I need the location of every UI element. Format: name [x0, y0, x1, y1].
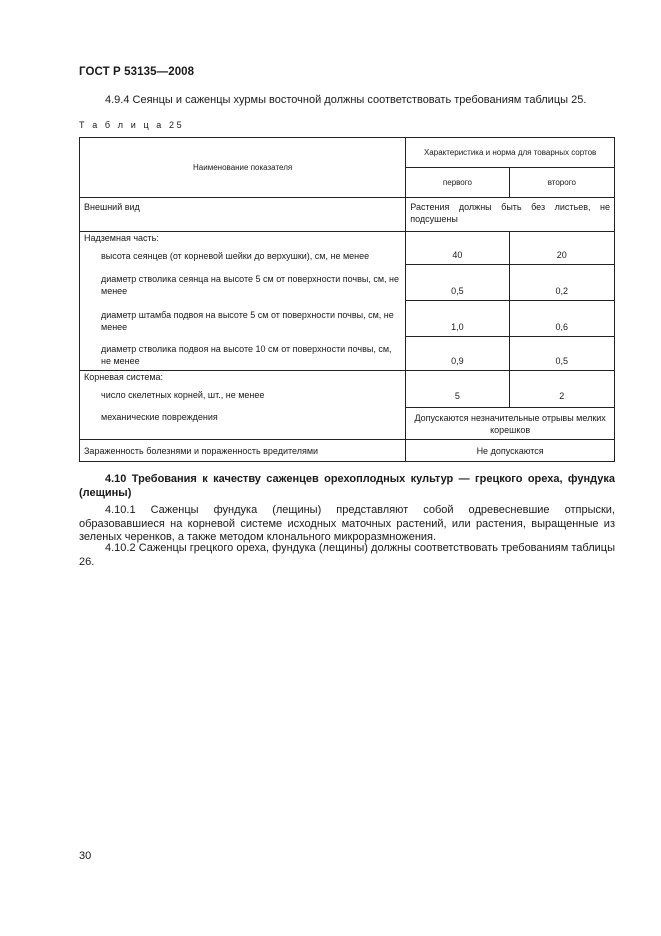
row-seedling-diameter-first: 0,5 [406, 264, 509, 300]
clause-4-10-2: 4.10.2 Саженцы грецкого ореха, фундука (лещины) должны соответствовать требованиям таблицы 26. [79, 542, 615, 568]
clause-4-9-4: 4.9.4 Сеянцы и саженцы хурмы восточной должны соответствовать требованиям таблицы 25. [105, 94, 587, 106]
row-rootstock-diameter-10cm-label: диаметр стволика подвоя на высоте 10 см от поверхности почвы, см, не менее [80, 336, 406, 370]
row-mechanical-damage-value: Допускаются незначительные отрывы мелких корешков [406, 408, 615, 440]
row-stem-diameter-5cm-label: диаметр штамба подвоя на высоте 5 см от поверхности почвы, см, не менее [80, 300, 406, 336]
page-number: 30 [79, 850, 92, 862]
row-seedling-diameter-label: диаметр стволика сеянца на высоте 5 см от поверхности почвы, см, не менее [80, 264, 406, 300]
row-seedling-height-second: 20 [509, 247, 614, 264]
header-characteristic-group: Характеристика и норма для товарных сортов [406, 138, 615, 168]
row-stem-diameter-5cm-first: 1,0 [406, 300, 509, 336]
table-25 [79, 137, 615, 462]
row-appearance-label: Внешний вид [80, 198, 406, 232]
row-mechanical-damage-label: механические повреждения [80, 408, 406, 440]
header-grade-second: второго [509, 168, 614, 198]
row-seedling-diameter-second: 0,2 [509, 264, 614, 300]
row-skeletal-roots-first: 5 [406, 386, 509, 408]
row-skeletal-roots-label: число скелетных корней, шт., не менее [80, 386, 406, 408]
header-grade-first: первого [406, 168, 509, 198]
header-indicator-name: Наименование показателя [80, 138, 406, 198]
roots-heading: Корневая система: [80, 370, 406, 386]
document-header: ГОСТ Р 53135—2008 [79, 66, 195, 78]
row-seedling-height-label: высота сеянцев (от корневой шейки до верхушки), см, не менее [80, 247, 406, 264]
row-rootstock-diameter-10cm-second: 0,5 [509, 336, 614, 370]
table-caption: Т а б л и ц а 25 [79, 120, 185, 130]
row-disease-value: Не допускаются [406, 440, 615, 462]
row-stem-diameter-5cm-second: 0,6 [509, 300, 614, 336]
row-rootstock-diameter-10cm-first: 0,9 [406, 336, 509, 370]
aboveground-heading: Надземная часть: [80, 232, 406, 248]
row-seedling-height-first: 40 [406, 247, 509, 264]
row-appearance-value: Растения должны быть без листьев, не подсушены [406, 198, 615, 232]
clause-4-10-1: 4.10.1 Саженцы фундука (лещины) представляют собой одревесневшие отпрыски, образовавшиеся на корневой системе исходных маточных растений, или растения, выращенные из зеленых черенков, а также методом клонального микроразмножения. [79, 504, 615, 543]
row-skeletal-roots-second: 2 [509, 386, 614, 408]
row-disease-label: Зараженность болезнями и пораженность вредителями [80, 440, 406, 462]
section-4-10-heading: 4.10 Требования к качеству саженцев орехоплодных культур — грецкого ореха, фундука (лещины) [79, 473, 615, 499]
